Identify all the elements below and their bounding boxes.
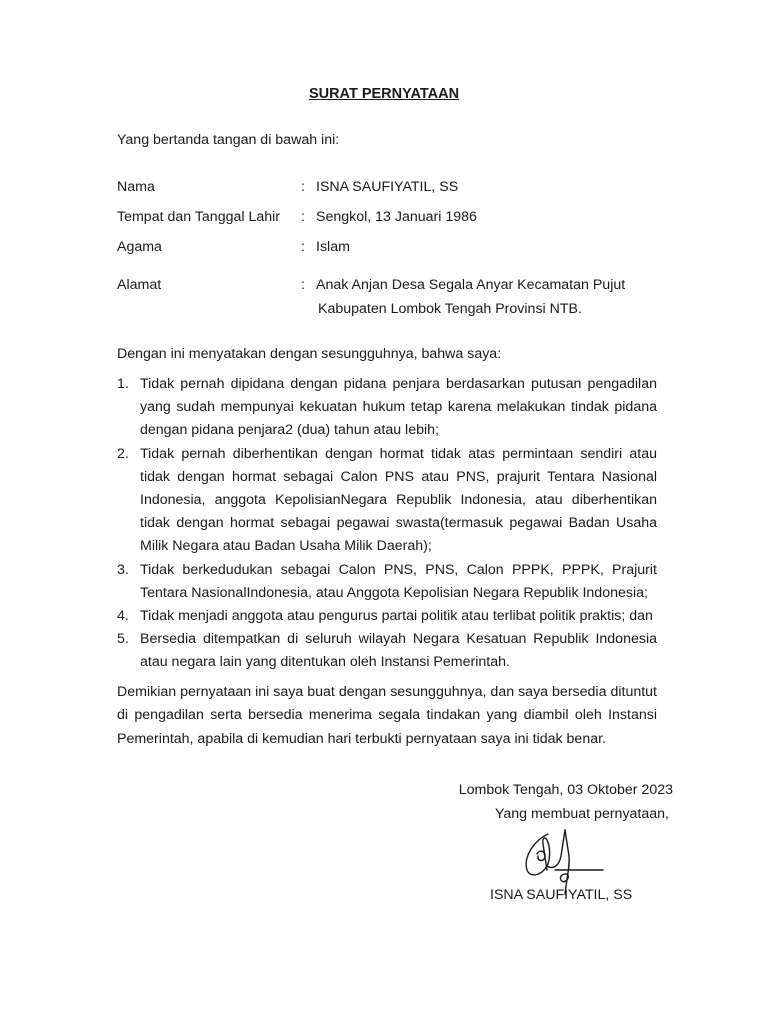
field-colon: : [301,277,305,293]
field-value-alamat: Anak Anjan Desa Segala Anyar Kecamatan Pujut [316,277,626,293]
list-item-text: Bersedia ditempatkan di seluruh wilayah Negara Kesatuan Republik Indonesia atau negara lain yang ditentukan oleh Instansi Pemerintah. [140,631,657,671]
list-item-number: 2. [117,445,129,462]
field-value-nama: ISNA SAUFIYATIL, SS [316,179,459,195]
opening-statement: Dengan ini menyatakan dengan sesungguhnya, bahwa saya: [117,346,502,362]
list-item-number: 5. [117,631,129,648]
closing-paragraph: Demikian pernyataan ini saya buat dengan sesungguhnya, dan saya bersedia dituntut di pengadilan serta bersedia menerima segala tindakan yang diambil oleh Instansi Pemerintah, apabila di kemudian hari terbukti pernyataan saya ini tidak benar. [117,684,657,747]
list-item-number: 4. [117,608,129,625]
list-item [117,443,657,559]
field-colon: : [301,179,305,195]
field-colon: : [301,209,305,225]
field-value-alamat-line2: Kabupaten Lombok Tengah Provinsi NTB. [318,301,582,317]
field-label-alamat: Alamat [117,277,162,293]
handwritten-signature [515,826,615,896]
list-item-text: Tidak pernah diberhentikan dengan hormat tidak atas permintaan sendiri atau tidak dengan hormat sebagai Calon PNS atau PNS, prajurit Tentara Nasional Indonesia, anggota KepolisianNegara Republik Indonesia, atau diberhentikan tidak dengan hormat sebagai pegawai swasta(termasuk pegawai Badan Usaha Milik Negara atau Badan Usaha Milik Daerah); [140,445,657,555]
field-label-agama: Agama [117,239,162,255]
maker-label: Yang membuat pernyataan, [494,806,669,822]
statement-list [117,373,657,675]
intro-text: Yang bertanda tangan di bawah ini: [117,132,340,148]
list-item [117,628,657,674]
place-date: Lombok Tengah, 03 Oktober 2023 [458,782,673,798]
list-item-text: Tidak menjadi anggota atau pengurus partai politik atau terlibat politik praktis; dan [140,608,653,625]
list-item-number: 1. [117,376,129,392]
list-item [117,605,657,628]
signer-name: ISNA SAUFIYATIL, SS [490,887,633,903]
list-item-text: Tidak pernah dipidana dengan pidana penjara berdasarkan putusan pengadilan yang sudah mempunyai kekuatan hukum tetap karena melakukan tindak pidana dengan pidana penjara2 (dua) tahun atau lebih; [140,376,657,439]
field-value-agama: Islam [316,239,350,255]
list-item-text: Tidak berkedudukan sebagai Calon PNS, PNS, Calon PPPK, PPPK, Prajurit Tentara NasionalIndonesia, atau Anggota Kepolisian Negara Republik Indonesia; [140,561,657,601]
field-value-ttl: Sengkol, 13 Januari 1986 [316,209,477,225]
field-label-nama: Nama [117,179,155,195]
list-item [117,559,657,605]
list-item [117,373,657,443]
field-label-ttl: Tempat dan Tanggal Lahir [117,209,281,225]
list-item-number: 3. [117,561,129,578]
field-colon: : [301,239,305,255]
document-title: SURAT PERNYATAAN [308,86,460,102]
